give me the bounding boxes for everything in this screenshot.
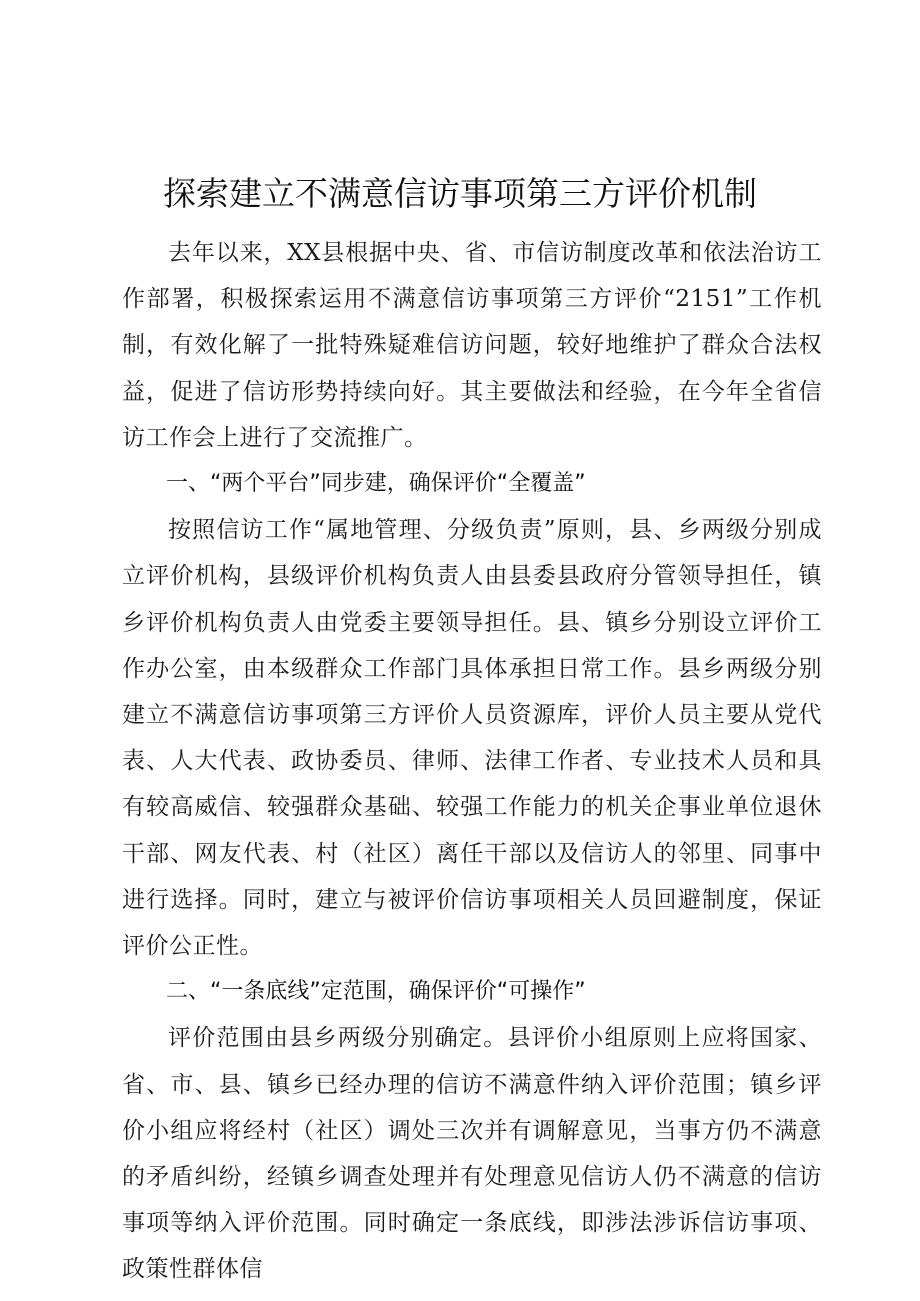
section-paragraph-1: 按照信访工作“属地管理、分级负责”原则，县、乡两级分别成立评价机构，县级评价机构负责人由县委县政府分管领导担任，镇乡评价机构负责人由党委主要领导担任。县、镇乡分别设立评价工作办公室，由本级群众工作部门具体承担日常工作。县乡两级分别建立不满意信访事项第三方评价人员资源库，评价人员主要从党代表、人大代表、政协委员、律师、法律工作者、专业技术人员和具有较高威信、较强群众基础、较强工作能力的机关企事业单位退休干部、网友代表、村（社区）离任干部以及信访人的邻里、同事中进行选择。同时，建立与被评价信访事项相关人员回避制度，保证评价公正性。 — [122, 517, 822, 960]
intro-paragraph: 去年以来，XX县根据中央、省、市信访制度改革和依法治访工作部署，积极探索运用不满意信访事项第三方评价“2151”工作机制，有效化解了一批特殊疑难信访问题，较好地维护了群众合法权益，促进了信访形势持续向好。其主要做法和经验，在今年全省信访工作会上进行了交流推广。 — [122, 240, 822, 451]
section-heading-2: 二、“一条底线”定范围，确保评价“可操作” — [166, 979, 586, 1005]
section-heading-1: 一、“两个平台”同步建，确保评价“全覆盖” — [166, 471, 586, 497]
document-body — [122, 230, 822, 1293]
section-paragraph-2: 评价范围由县乡两级分别确定。县评价小组原则上应将国家、省、市、县、镇乡已经办理的信访不满意件纳入评价范围；镇乡评价小组应将经村（社区）调处三次并有调解意见，当事方仍不满意的矛盾纠纷，经镇乡调查处理并有处理意见信访人仍不满意的信访事项等纳入评价范围。同时确定一条底线，即涉法涉诉信访事项、政策性群体信 — [122, 1025, 822, 1283]
document-title: 探索建立不满意信访事项第三方评价机制 — [163, 174, 757, 213]
